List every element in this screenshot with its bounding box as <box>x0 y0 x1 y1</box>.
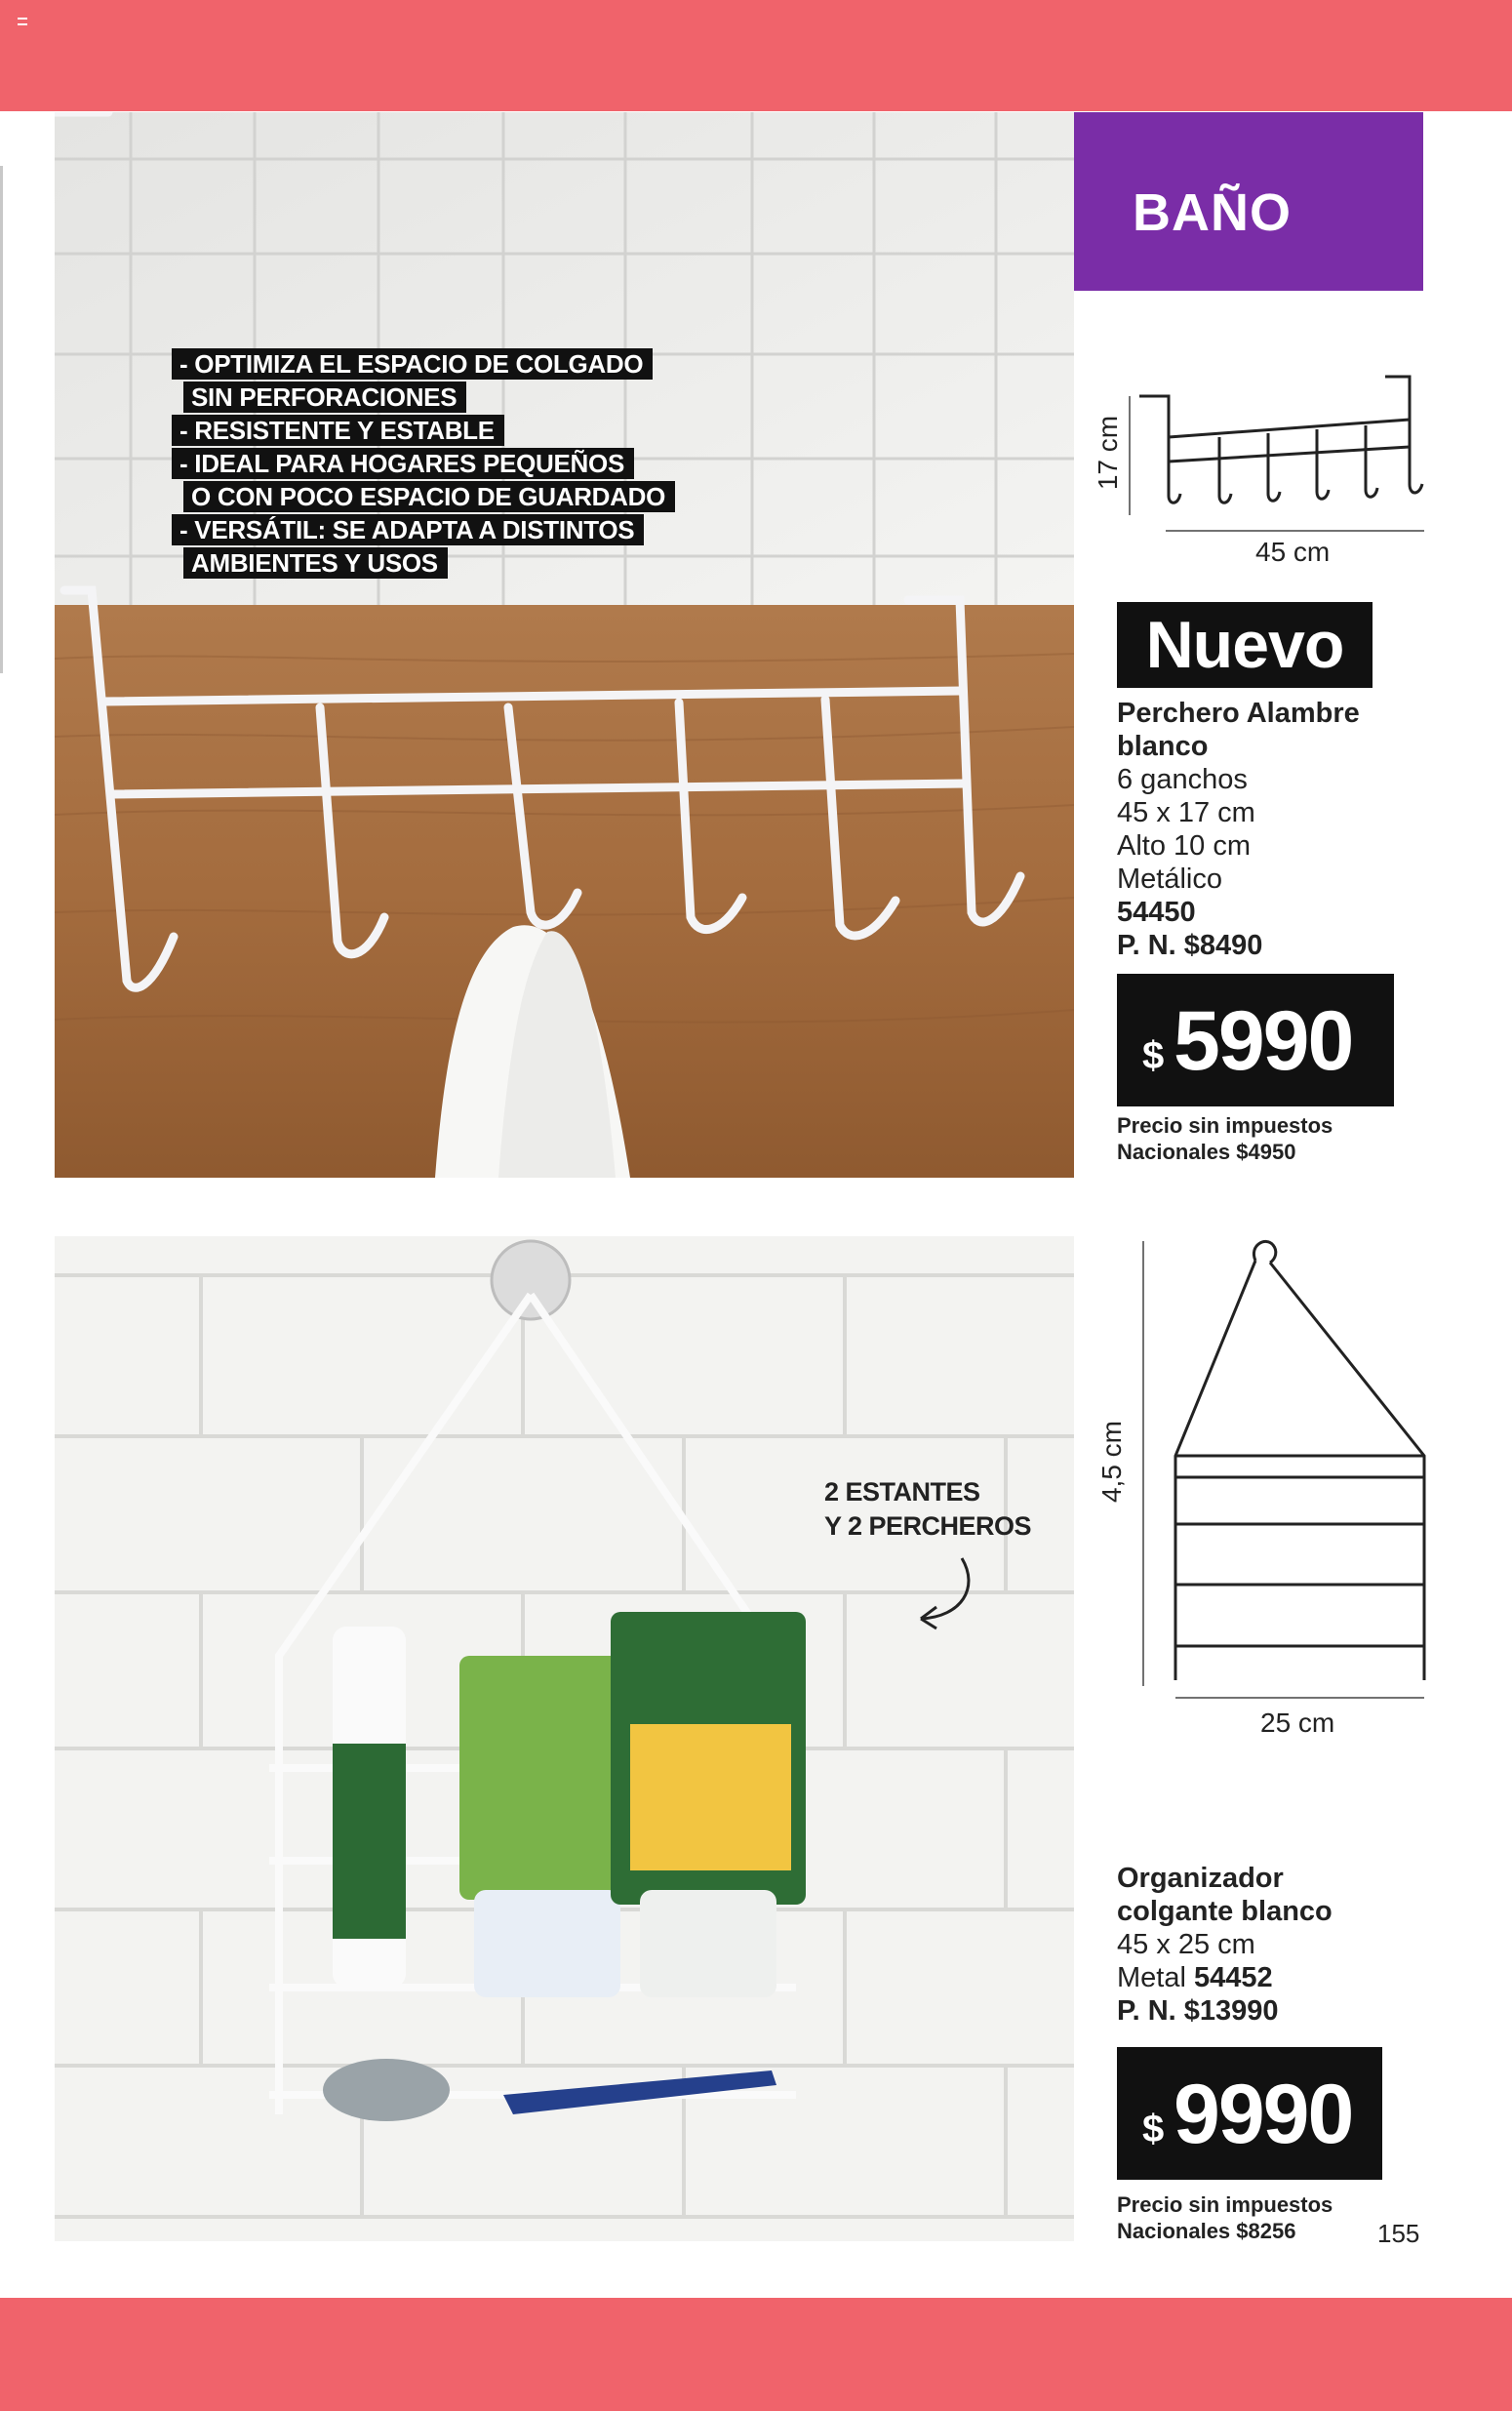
product2-info <box>1117 1862 1333 2028</box>
curved-arrow-icon <box>903 1548 991 1636</box>
feature-list <box>172 349 675 582</box>
feature-line-5: O CON POCO ESPACIO DE GUARDADO <box>183 481 675 512</box>
hamburger-icon[interactable] <box>18 18 27 25</box>
feature-line-1: - OPTIMIZA EL ESPACIO DE COLGADO <box>172 348 653 380</box>
product1-price: 5990 <box>1174 994 1353 1088</box>
product2-spec-material <box>1117 1961 1333 1994</box>
product1-tax-line1: Precio sin impuestos <box>1117 1113 1333 1138</box>
page-number: 155 <box>1377 2219 1420 2248</box>
product1-spec-height: Alto 10 cm <box>1117 830 1251 862</box>
product2-tax-line1: Precio sin impuestos <box>1117 2192 1333 2217</box>
product2-tax-line2: Nacionales $8256 <box>1117 2219 1296 2243</box>
product1-tax-line2: Nacionales $4950 <box>1117 1140 1296 1164</box>
feature-line-7: AMBIENTES Y USOS <box>183 547 448 579</box>
coat-rack-illustration <box>55 112 1074 1178</box>
callout-line1: 2 ESTANTES <box>824 1477 980 1507</box>
product-photo-shower-caddy <box>55 1236 1074 2241</box>
product2-name-line2: colgante blanco <box>1117 1896 1333 1927</box>
product1-spec-material: Metálico <box>1117 864 1222 895</box>
feature-line-6: - VERSÁTIL: SE ADAPTA A DISTINTOS <box>172 514 644 545</box>
product1-pn: P. N. $8490 <box>1117 930 1263 961</box>
product2-currency: $ <box>1142 2108 1165 2150</box>
feature-line-4: - IDEAL PARA HOGARES PEQUEÑOS <box>172 448 634 479</box>
product1-spec-size: 45 x 17 cm <box>1117 797 1255 828</box>
callout-line2: Y 2 PERCHEROS <box>824 1511 1032 1541</box>
product1-price-box <box>1117 974 1394 1106</box>
product1-code: 54450 <box>1117 897 1196 928</box>
product1-spec-hooks: 6 ganchos <box>1117 764 1248 795</box>
feature-line-3: - RESISTENTE Y ESTABLE <box>172 415 504 446</box>
previous-page-edge <box>0 166 3 673</box>
coat-rack-height-label: 17 cm <box>1093 415 1124 491</box>
new-badge: Nuevo <box>1117 602 1373 688</box>
product2-name-line1: Organizador <box>1117 1863 1284 1894</box>
product-photo-coat-rack <box>55 112 1074 1178</box>
product1-info <box>1117 697 1360 962</box>
product1-name-line2: blanco <box>1117 731 1209 762</box>
product1-currency: $ <box>1142 1034 1165 1077</box>
bottom-band <box>0 2298 1512 2411</box>
coat-rack-dimension-drawing <box>1122 369 1434 564</box>
top-band <box>0 0 1512 111</box>
product2-spec-size: 45 x 25 cm <box>1117 1929 1255 1960</box>
product2-price: 9990 <box>1174 2068 1353 2161</box>
product2-price-box <box>1117 2047 1382 2180</box>
caddy-height-label: 4,5 cm <box>1096 1420 1128 1504</box>
shower-caddy-dimension-drawing <box>1132 1231 1434 1709</box>
feature-line-2: SIN PERFORACIONES <box>183 382 466 413</box>
caddy-callout <box>824 1475 1031 1544</box>
coat-rack-width-label: 45 cm <box>1255 537 1331 567</box>
product2-code: 54452 <box>1193 1962 1273 1993</box>
product1-tax-note <box>1117 1112 1333 1165</box>
product2-pn: P. N. $13990 <box>1117 1995 1279 2027</box>
product1-name-line1: Perchero Alambre <box>1117 698 1360 729</box>
caddy-width-label: 25 cm <box>1260 1708 1335 1738</box>
product2-tax-note <box>1117 2191 1333 2244</box>
shower-caddy-illustration <box>55 1236 1074 2241</box>
product2-material: Metal <box>1117 1962 1186 1993</box>
category-label: BAÑO <box>1074 112 1423 291</box>
